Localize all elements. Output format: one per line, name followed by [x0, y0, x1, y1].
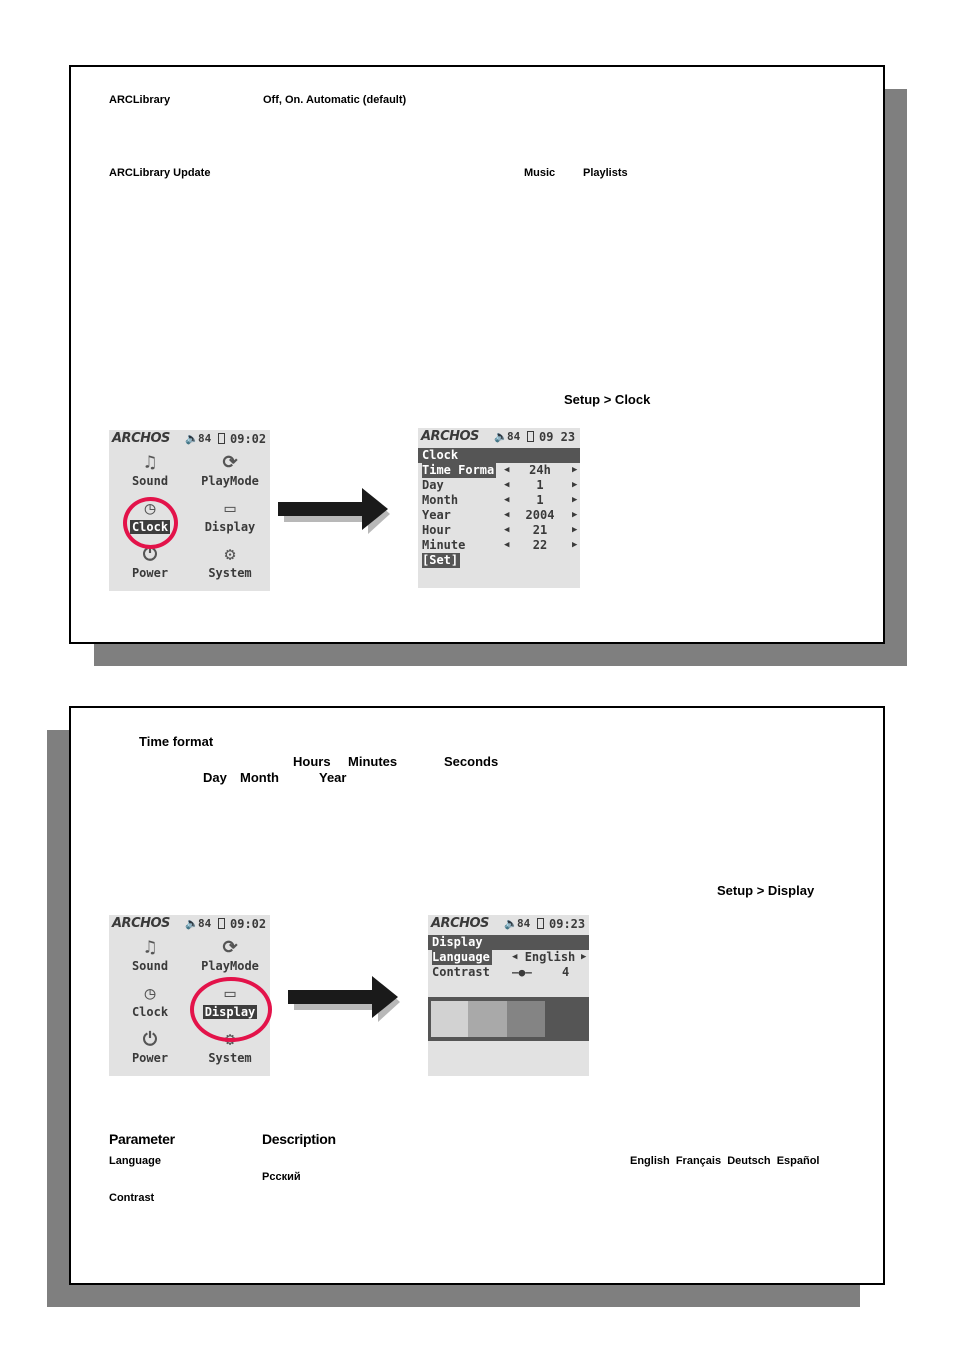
clock-icon: ◷	[144, 983, 156, 1004]
display-settings-screen	[428, 915, 589, 1076]
battery-icon	[537, 918, 544, 929]
menu-item-display[interactable]	[195, 498, 265, 533]
menu-label-clock: Clock	[131, 1005, 169, 1019]
power-icon: ⏻	[142, 544, 158, 565]
setup-clock-path: Setup > Clock	[564, 392, 651, 407]
right-arrow-icon	[286, 972, 401, 1022]
contrast-swatch-strip	[428, 997, 589, 1041]
parameter-header: Parameter	[109, 1131, 175, 1147]
left-arrow-icon[interactable]: ◀	[504, 540, 510, 550]
display-icon: ▭	[224, 498, 236, 519]
row-label: Minute	[422, 538, 466, 552]
display-title-bar	[428, 935, 589, 950]
display-row-contrast[interactable]	[428, 965, 589, 980]
system-tools-icon: ⚙	[224, 544, 236, 565]
right-arrow-icon	[276, 484, 391, 534]
description-header: Description	[262, 1131, 336, 1147]
seconds-label: Seconds	[444, 754, 499, 769]
right-arrow-icon[interactable]: ▶	[572, 510, 578, 520]
arclibrary-options: Off, On. Automatic (default)	[263, 94, 407, 106]
menu-item-power[interactable]	[115, 1029, 185, 1064]
language-label: Language	[432, 950, 490, 964]
hours-label: Hours	[293, 754, 331, 769]
highlight-circle-display	[190, 977, 272, 1042]
menu-label-clock: Clock	[131, 520, 169, 534]
clock-set-row[interactable]	[418, 553, 580, 568]
set-button[interactable]: [Set]	[422, 553, 459, 567]
clock-row-hour[interactable]	[418, 523, 580, 538]
menu-item-sound[interactable]	[115, 937, 185, 972]
row-value: 22	[532, 538, 548, 552]
day-label: Day	[203, 770, 227, 785]
status-bar	[428, 915, 589, 933]
volume-value: 84	[198, 917, 212, 930]
menu-item-power[interactable]	[115, 544, 185, 579]
system-tools-icon: ⚙	[224, 1029, 236, 1050]
playmode-icon: ⟳	[222, 452, 238, 473]
menu-label-power: Power	[131, 566, 169, 580]
music-note-icon: ♫	[144, 937, 156, 958]
volume-value: 84	[507, 430, 521, 443]
speaker-icon: 🔈	[504, 917, 518, 930]
archos-logo: ARCHOS	[431, 916, 489, 931]
menu-label-system: System	[208, 566, 252, 580]
volume-value: 84	[198, 432, 212, 445]
row-value: 24h	[529, 463, 551, 477]
status-bar	[418, 428, 580, 446]
speaker-icon: 🔈	[185, 432, 199, 445]
right-arrow-icon[interactable]: ▶	[581, 952, 587, 962]
contrast-swatch-2	[468, 1001, 507, 1037]
display-icon: ▭	[224, 983, 236, 1004]
contrast-swatch-3	[507, 1001, 545, 1037]
row-value: 1	[536, 478, 544, 492]
row-label: Year	[422, 508, 451, 522]
menu-label-sound: Sound	[131, 474, 169, 488]
clock-time: 09:23	[549, 917, 586, 931]
right-arrow-icon[interactable]: ▶	[572, 465, 578, 475]
speaker-icon: 🔈	[494, 430, 508, 443]
playlists-label: Playlists	[583, 167, 628, 179]
language-value: English	[524, 950, 576, 964]
contrast-label: Contrast	[432, 965, 490, 979]
left-arrow-icon[interactable]: ◀	[504, 480, 510, 490]
speaker-icon: 🔈	[185, 917, 199, 930]
left-arrow-icon[interactable]: ◀	[512, 952, 518, 962]
menu-item-clock[interactable]	[115, 983, 185, 1018]
russian-option: Рсский	[262, 1171, 301, 1183]
arclibrary-update-label: ARCLibrary Update	[109, 167, 211, 179]
menu-label-sound: Sound	[131, 959, 169, 973]
contrast-swatch-1	[431, 1001, 468, 1037]
menu-label-playmode: PlayMode	[201, 959, 259, 973]
left-arrow-icon[interactable]: ◀	[504, 510, 510, 520]
display-title: Display	[432, 935, 483, 949]
archos-logo: ARCHOS	[421, 429, 479, 444]
row-value: 21	[532, 523, 548, 537]
archos-logo: ARCHOS	[112, 431, 170, 446]
clock-row-day[interactable]	[418, 478, 580, 493]
contrast-swatch-4	[545, 1001, 583, 1037]
clock-settings-screen	[418, 428, 580, 588]
menu-item-playmode[interactable]	[195, 452, 265, 487]
time-format-label: Time format	[139, 734, 214, 749]
clock-time: 09 23	[539, 430, 576, 444]
power-icon: ⏻	[142, 1029, 158, 1050]
row-value: 2004	[525, 508, 555, 522]
left-arrow-icon[interactable]: ◀	[504, 465, 510, 475]
year-label: Year	[319, 770, 347, 785]
menu-item-sound[interactable]	[115, 452, 185, 487]
right-arrow-icon[interactable]: ▶	[572, 495, 578, 505]
music-note-icon: ♫	[144, 452, 156, 473]
menu-label-display: Display	[204, 1005, 256, 1019]
archos-logo: ARCHOS	[112, 916, 170, 931]
setup-display-path: Setup > Display	[717, 883, 815, 898]
volume-value: 84	[517, 917, 531, 930]
music-label: Music	[524, 167, 556, 179]
clock-row-year[interactable]	[418, 508, 580, 523]
status-bar	[109, 915, 270, 933]
display-row-language[interactable]	[428, 950, 589, 965]
menu-label-playmode: PlayMode	[201, 474, 259, 488]
left-arrow-icon[interactable]: ◀	[504, 495, 510, 505]
row-label: Time Forma	[422, 463, 495, 477]
row-label: Hour	[422, 523, 451, 537]
right-arrow-icon[interactable]: ▶	[572, 525, 578, 535]
month-label: Month	[240, 770, 279, 785]
playmode-icon: ⟳	[222, 937, 238, 958]
clock-title-bar	[418, 448, 580, 463]
status-bar	[109, 430, 270, 448]
row-label: Day	[422, 478, 444, 492]
row-label: Month	[422, 493, 459, 507]
menu-label-display: Display	[204, 520, 256, 534]
highlight-circle-clock	[123, 497, 178, 549]
clock-title: Clock	[422, 448, 459, 462]
menu-label-system: System	[208, 1051, 252, 1065]
contrast-slider[interactable]: —●—	[512, 966, 532, 979]
battery-icon	[218, 918, 225, 929]
clock-row-month[interactable]	[418, 493, 580, 508]
left-arrow-icon[interactable]: ◀	[504, 525, 510, 535]
clock-row-minute[interactable]	[418, 538, 580, 553]
right-arrow-icon[interactable]: ▶	[572, 480, 578, 490]
arclibrary-label: ARCLibrary	[109, 94, 171, 106]
minutes-label: Minutes	[348, 754, 398, 769]
clock-row-time-format[interactable]	[418, 463, 580, 478]
row-value: 1	[536, 493, 544, 507]
language-param: Language	[109, 1155, 161, 1167]
menu-item-playmode[interactable]	[195, 937, 265, 972]
menu-item-system[interactable]	[195, 544, 265, 579]
battery-icon	[218, 433, 225, 444]
clock-time: 09:02	[230, 917, 267, 931]
menu-label-power: Power	[131, 1051, 169, 1065]
clock-icon: ◷	[144, 498, 156, 519]
right-arrow-icon[interactable]: ▶	[572, 540, 578, 550]
language-options: English Français Deutsch Español	[630, 1155, 820, 1167]
contrast-param: Contrast	[109, 1192, 155, 1204]
clock-time: 09:02	[230, 432, 267, 446]
battery-icon	[527, 431, 534, 442]
contrast-value: 4	[562, 965, 570, 979]
